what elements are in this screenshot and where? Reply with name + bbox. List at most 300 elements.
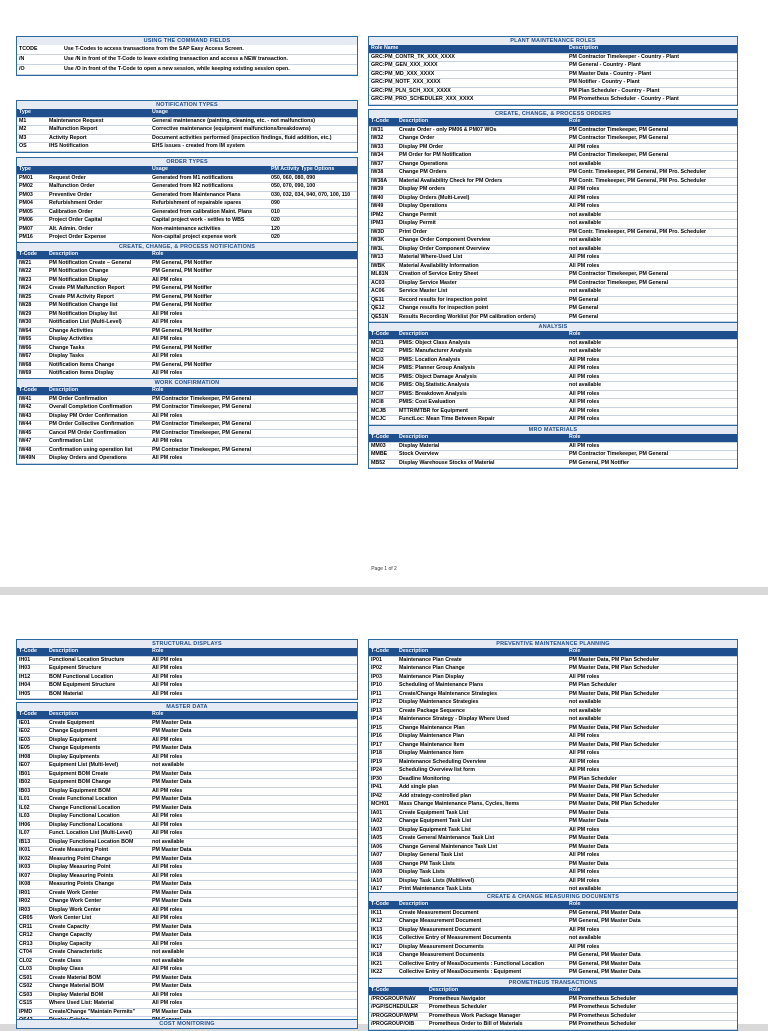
table-cell: Add single plan: [397, 784, 567, 793]
table-cell: PM Plan Scheduler - Country - Plant: [567, 87, 737, 96]
table-cell: PM Master Data, PM Plan Scheduler: [567, 741, 737, 750]
table-row: [369, 843, 737, 852]
table-cell: IP15: [369, 724, 397, 733]
table-cell: PM04: [17, 200, 47, 209]
table-cell: All PM roles: [567, 373, 737, 382]
table-cell: Create General Maintenance Task List: [397, 835, 567, 844]
table-cell: IL03: [17, 813, 47, 822]
column-header: T-Code: [369, 901, 397, 909]
table-cell: IW49: [369, 203, 397, 212]
table-cell: All PM roles: [567, 194, 737, 203]
table-cell: CR13: [17, 940, 47, 949]
table-cell: Non-capital project expense work: [150, 234, 269, 243]
table-cell: Display Tasks: [47, 353, 150, 362]
table-row: [17, 421, 357, 430]
table-cell: PM05: [17, 208, 47, 217]
table-cell: All PM roles: [567, 262, 737, 271]
table-cell: IA03: [369, 826, 397, 835]
table-cell: PM Master Data, PM Plan Scheduler: [567, 801, 737, 810]
table-row: [369, 699, 737, 708]
table-cell: PM General: [567, 313, 737, 322]
table-cell: PM Contractor Timekeeper, PM General: [567, 279, 737, 288]
table-cell: IA07: [369, 852, 397, 861]
section-title: PLANT MAINTENANCE ROLES: [369, 37, 737, 45]
table-cell: IK22: [369, 969, 397, 978]
table-cell: IW64: [17, 327, 47, 336]
table-cell: All PM roles: [567, 750, 737, 759]
table-row: [17, 361, 357, 370]
page-footer: Page 1 of 2: [371, 566, 397, 572]
table-cell: Display Equipment: [47, 736, 150, 745]
table-row: [17, 656, 357, 665]
table-cell: All PM roles: [567, 767, 737, 776]
table-cell: PM General, PM Master Data: [567, 969, 737, 978]
table-cell: Display Orders (Multi-Level): [397, 194, 567, 203]
table-cell: CR12: [17, 932, 47, 941]
table-cell: not available: [567, 160, 737, 169]
column-header: Description: [397, 331, 567, 339]
table-cell: not available: [150, 838, 357, 847]
table-cell: IW41: [17, 395, 47, 404]
column-header: Role: [150, 648, 357, 656]
analysis-table: [369, 331, 737, 425]
table-cell: CS01: [17, 974, 47, 983]
table-row: [17, 183, 357, 192]
mro-materials-section: [368, 425, 738, 469]
column-header: Role: [567, 648, 737, 656]
table-row: [17, 55, 357, 65]
table-cell: PM Prometheus Scheduler: [567, 1021, 737, 1030]
table-row: [17, 728, 357, 737]
table-cell: IK18: [369, 952, 397, 961]
work-confirmation-section: [16, 378, 358, 465]
table-row: [17, 1000, 357, 1009]
table-row: [369, 733, 737, 742]
table-cell: MCI2: [369, 348, 397, 357]
table-cell: PM Master Data - Country - Plant: [567, 70, 737, 79]
table-row: [369, 442, 737, 451]
table-cell: Create Material BOM: [47, 974, 150, 983]
table-row: [369, 835, 737, 844]
table-row: [17, 889, 357, 898]
table-row: [17, 293, 357, 302]
table-row: [17, 932, 357, 941]
table-cell: Create Capacity: [47, 923, 150, 932]
table-cell: Collective Entry of MeasDocuments : Functional Location: [397, 960, 567, 969]
table-row: [17, 126, 357, 135]
table-cell: PM Plan Scheduler: [567, 682, 737, 691]
table-row: [369, 960, 737, 969]
table-cell: Change Maintenance Item: [397, 741, 567, 750]
table-cell: PM Master Data, PM Plan Scheduler: [567, 724, 737, 733]
master-data-table: [17, 711, 357, 1026]
process-orders-section: [368, 109, 738, 332]
table-cell: PM Contractor Timekeeper, PM General: [567, 126, 737, 135]
section-title: PROMETHEUS TRANSACTIONS: [369, 979, 737, 987]
table-cell: All PM roles: [567, 407, 737, 416]
table-cell: PM Master Data: [150, 804, 357, 813]
table-cell: Malfunction Report: [47, 126, 150, 135]
table-cell: IW65: [17, 336, 47, 345]
table-cell: PM Master Data: [567, 835, 737, 844]
table-cell: Change Functional Location: [47, 804, 150, 813]
table-row: [369, 775, 737, 784]
column-header: Description: [427, 987, 567, 995]
table-row: [369, 682, 737, 691]
work-confirmation-table: [17, 387, 357, 464]
table-cell: CL03: [17, 966, 47, 975]
measuring-documents-section: [368, 892, 738, 979]
table-cell: Confirmation using operation list: [47, 446, 150, 455]
table-cell: IW69: [17, 370, 47, 379]
table-cell: Confirmation List: [47, 438, 150, 447]
table-cell: PMIS: Cost Evaluation: [397, 399, 567, 408]
section-title: USING THE COMMAND FIELDS: [17, 37, 357, 45]
mro-materials-table: [369, 434, 737, 468]
table-cell: PM03: [17, 191, 47, 200]
table-row: [17, 762, 357, 771]
table-cell: MCI4: [369, 365, 397, 374]
column-header: T-Code: [369, 331, 397, 339]
table-cell: TCODE: [17, 45, 62, 55]
table-cell: IW3L: [369, 245, 397, 254]
table-row: [369, 126, 737, 135]
table-cell: Change Order: [397, 135, 567, 144]
table-cell: Change Equipment: [47, 728, 150, 737]
table-cell: IK11: [369, 909, 397, 918]
table-row: [17, 974, 357, 983]
table-cell: Prometheus Scheduler: [427, 1004, 567, 1013]
table-cell: IA09: [369, 869, 397, 878]
table-row: [17, 395, 357, 404]
table-cell: Prometheus Navigator: [427, 995, 567, 1004]
plant-maintenance-roles-section: [368, 36, 738, 106]
table-cell: Record results for inspection point: [397, 296, 567, 305]
table-cell: QE12: [369, 305, 397, 314]
table-header-row: [369, 434, 737, 442]
table-cell: IW38: [369, 169, 397, 178]
column-header: T-Code: [369, 434, 397, 442]
table-header-row: [17, 711, 357, 719]
table-cell: Use /O in front of the T-Code to open a new session, while keeping existing session open.: [62, 65, 357, 75]
command-fields-section: [16, 36, 358, 76]
table-header-row: [369, 901, 737, 909]
table-cell: All PM roles: [150, 276, 357, 285]
table-row: [369, 952, 737, 961]
table-row: [369, 382, 737, 391]
table-cell: Change Operations: [397, 160, 567, 169]
table-cell: Display Service Master: [397, 279, 567, 288]
table-cell: Display General Task List: [397, 852, 567, 861]
table-cell: All PM roles: [150, 353, 357, 362]
table-cell: MCI1: [369, 339, 397, 348]
table-cell: All PM roles: [567, 365, 737, 374]
table-cell: IP18: [369, 750, 397, 759]
preventive-maintenance-section: [368, 639, 738, 896]
table-cell: PM Prometheus Scheduler: [567, 1012, 737, 1021]
table-row: [17, 276, 357, 285]
table-cell: IE02: [17, 728, 47, 737]
table-cell: IPM2: [369, 211, 397, 220]
process-notifications-section: [16, 242, 358, 380]
table-row: [17, 174, 357, 183]
table-cell: Change Material BOM: [47, 983, 150, 992]
table-cell: CT04: [17, 949, 47, 958]
table-cell: PM Master Data: [567, 809, 737, 818]
table-row: [369, 665, 737, 674]
table-cell: PM Master Data, PM Plan Scheduler: [567, 665, 737, 674]
table-cell: IA08: [369, 860, 397, 869]
table-cell: Create Measuring Point: [47, 847, 150, 856]
table-cell: IK08: [17, 881, 47, 890]
table-cell: PM Order for PM Notification: [397, 152, 567, 161]
prometheus-section: [368, 978, 738, 1031]
table-row: [369, 656, 737, 665]
table-row: [17, 446, 357, 455]
table-row: [17, 940, 357, 949]
column-header: Role: [150, 387, 357, 395]
table-cell: All PM roles: [150, 690, 357, 699]
table-cell: IHS Notification: [47, 143, 150, 152]
table-cell: IW43: [17, 412, 47, 421]
table-row: [17, 438, 357, 447]
table-row: [369, 186, 737, 195]
table-row: [17, 898, 357, 907]
column-header: T-Code: [369, 987, 427, 995]
table-row: [369, 809, 737, 818]
table-cell: IW39: [369, 186, 397, 195]
table-cell: All PM roles: [567, 943, 737, 952]
table-cell: IP19: [369, 758, 397, 767]
table-cell: Display Activities: [47, 336, 150, 345]
table-cell: Maintenance Scheduling Overview: [397, 758, 567, 767]
table-cell: Deadline Monitoring: [397, 775, 567, 784]
table-cell: PM Notification Change list: [47, 302, 150, 311]
prometheus-table: [369, 987, 737, 1030]
table-row: [17, 838, 357, 847]
column-header: Role Name: [369, 45, 567, 53]
table-cell: IW66: [17, 344, 47, 353]
section-title: CREATE, CHANGE, & PROCESS NOTIFICATIONS: [17, 243, 357, 251]
table-cell: All PM roles: [567, 399, 737, 408]
column-header: Description: [397, 434, 567, 442]
table-row: [369, 271, 737, 280]
table-row: [369, 96, 737, 105]
table-cell: IP02: [369, 665, 397, 674]
table-cell: All PM roles: [567, 758, 737, 767]
table-cell: Generated from calibration Maint. Plans: [150, 208, 269, 217]
table-cell: PM16: [17, 234, 47, 243]
table-row: [369, 877, 737, 886]
table-cell: PM Master Data: [150, 1008, 357, 1017]
table-cell: IW45: [17, 429, 47, 438]
table-row: [17, 134, 357, 143]
table-cell: PM General, PM Notifier: [150, 344, 357, 353]
table-cell: IH05: [17, 690, 47, 699]
table-row: [369, 801, 737, 810]
table-cell: Create Equipment: [47, 719, 150, 728]
table-cell: IW3D: [369, 228, 397, 237]
table-cell: Alt. Admin. Order: [47, 225, 150, 234]
column-header: T-Code: [17, 711, 47, 719]
table-row: [17, 404, 357, 413]
table-row: [17, 804, 357, 813]
table-row: [17, 143, 357, 152]
table-cell: IW29: [17, 310, 47, 319]
table-header-row: [17, 109, 357, 117]
table-cell: IP17: [369, 741, 397, 750]
table-header-row: [17, 387, 357, 395]
table-cell: Change Work Center: [47, 898, 150, 907]
table-cell: PM Contractor Timekeeper - Country - Plant: [567, 53, 737, 62]
table-cell: Change Equipments: [47, 745, 150, 754]
column-header: T-Code: [369, 118, 397, 126]
table-row: [17, 991, 357, 1000]
table-cell: Collective Entry of MeasDocuments : Equipment: [397, 969, 567, 978]
table-cell: PM Master Data: [150, 796, 357, 805]
table-cell: PM General, PM Notifier: [150, 285, 357, 294]
table-cell: IR03: [17, 906, 47, 915]
table-cell: Creation of Service Entry Sheet: [397, 271, 567, 280]
table-row: [17, 285, 357, 294]
table-cell: MTTR/MTBR for Equipment: [397, 407, 567, 416]
table-row: [369, 254, 737, 263]
table-row: [369, 373, 737, 382]
table-cell: IL01: [17, 796, 47, 805]
table-cell: PM Master Data: [150, 889, 357, 898]
table-cell: not available: [150, 957, 357, 966]
table-cell: IA01: [369, 809, 397, 818]
table-cell: IWBK: [369, 262, 397, 271]
table-cell: All PM roles: [150, 656, 357, 665]
table-cell: Document activities performed (inspection findings, fluid addition, etc.): [150, 134, 357, 143]
table-cell: IH03: [17, 665, 47, 674]
table-row: [17, 225, 357, 234]
table-cell: Maintenance Plan Display: [397, 673, 567, 682]
table-cell: PMIS: Manufacturer Analysis: [397, 348, 567, 357]
table-row: [17, 872, 357, 881]
table-cell: Use /N in front of the T-Code to leave existing transaction and access a NEW transaction.: [62, 55, 357, 65]
table-cell: QE11: [369, 296, 397, 305]
table-cell: OS: [17, 143, 47, 152]
table-row: [17, 217, 357, 226]
section-title: CREATE, CHANGE, & PROCESS ORDERS: [369, 110, 737, 118]
table-cell: PM Master Data: [150, 847, 357, 856]
notification-types-table: [17, 109, 357, 152]
table-row: [17, 753, 357, 762]
table-cell: All PM roles: [150, 787, 357, 796]
table-cell: Create Package Sequence: [397, 707, 567, 716]
table-cell: PMIS: Object Damage Analysis: [397, 373, 567, 382]
table-cell: Display Capacity: [47, 940, 150, 949]
column-header: T-Code: [17, 648, 47, 656]
section-title: ORDER TYPES: [17, 158, 357, 166]
table-cell: All PM roles: [567, 390, 737, 399]
table-row: [369, 245, 737, 254]
table-cell: IA10: [369, 877, 397, 886]
table-cell: PM Master Data, PM Plan Scheduler: [567, 690, 737, 699]
table-cell: 030, 032, 034, 040, 070, 100, 110: [269, 191, 357, 200]
table-cell: All PM roles: [150, 830, 357, 839]
table-row: [369, 750, 737, 759]
table-cell: Change Order Component Overview: [397, 237, 567, 246]
table-header-row: [369, 648, 737, 656]
table-cell: All PM roles: [150, 821, 357, 830]
table-cell: Generated from M1 notifications: [150, 174, 269, 183]
table-cell: All PM roles: [150, 370, 357, 379]
table-cell: PM General, PM Notifier: [150, 259, 357, 268]
table-row: [369, 339, 737, 348]
table-cell: IW34: [369, 152, 397, 161]
table-header-row: [369, 987, 737, 995]
table-cell: Change results for inspection point: [397, 305, 567, 314]
table-row: [17, 881, 357, 890]
table-cell: PM Master Data: [150, 881, 357, 890]
table-row: [17, 234, 357, 243]
table-cell: PM General, PM Notifier: [567, 459, 737, 468]
table-row: [17, 455, 357, 464]
table-cell: PM Contractor Timekeeper, PM General: [567, 451, 737, 460]
table-row: [17, 200, 357, 209]
table-cell: PM Contr. Timekeeper, PM General, PM Pro. Scheduler: [567, 228, 737, 237]
column-header: Role: [567, 901, 737, 909]
column-header: T-Code: [369, 648, 397, 656]
table-cell: M1: [17, 117, 47, 126]
table-cell: PM Master Data, PM Plan Scheduler: [567, 656, 737, 665]
table-cell: PM Contractor Timekeeper, PM General: [150, 446, 357, 455]
table-row: [17, 813, 357, 822]
table-cell: Change Tasks: [47, 344, 150, 353]
table-cell: Change Activities: [47, 327, 150, 336]
table-cell: GRC:PM_PLN_SCH_XXX_XXXX: [369, 87, 567, 96]
table-cell: Change General Maintenance Task List: [397, 843, 567, 852]
column-header: Description: [397, 648, 567, 656]
table-cell: PM Notification Display: [47, 276, 150, 285]
table-cell: Equipment BOM Create: [47, 770, 150, 779]
column-header: Description: [47, 251, 150, 259]
table-cell: All PM roles: [150, 736, 357, 745]
table-cell: IP30: [369, 775, 397, 784]
table-row: [17, 966, 357, 975]
table-cell: Display Equipments: [47, 753, 150, 762]
table-cell: PM Master Data: [567, 860, 737, 869]
table-cell: All PM roles: [567, 826, 737, 835]
table-cell: Display Task Lists: [397, 869, 567, 878]
table-row: [369, 407, 737, 416]
table-cell: MCI6: [369, 382, 397, 391]
table-cell: All PM roles: [567, 869, 737, 878]
table-cell: Project Order Expense: [47, 234, 150, 243]
table-cell: BOM Material: [47, 690, 150, 699]
table-cell: IA02: [369, 818, 397, 827]
plant-maintenance-roles-table: [369, 45, 737, 105]
table-cell: IR01: [17, 889, 47, 898]
table-cell: FunctLoc: Mean Time Between Repair: [397, 416, 567, 425]
table-row: [17, 915, 357, 924]
table-cell: PM Contractor Timekeeper, PM General: [567, 152, 737, 161]
table-cell: IK03: [17, 864, 47, 873]
table-row: [369, 279, 737, 288]
table-cell: /PROGROUP/OIB: [369, 1021, 427, 1030]
table-row: [369, 211, 737, 220]
table-cell: PM Master Data: [150, 983, 357, 992]
table-row: [17, 719, 357, 728]
table-cell: Display Measuring Points: [47, 872, 150, 881]
table-cell: IK12: [369, 918, 397, 927]
table-row: [369, 1012, 737, 1021]
table-cell: All PM roles: [150, 864, 357, 873]
table-cell: PM General, PM Master Data: [567, 918, 737, 927]
